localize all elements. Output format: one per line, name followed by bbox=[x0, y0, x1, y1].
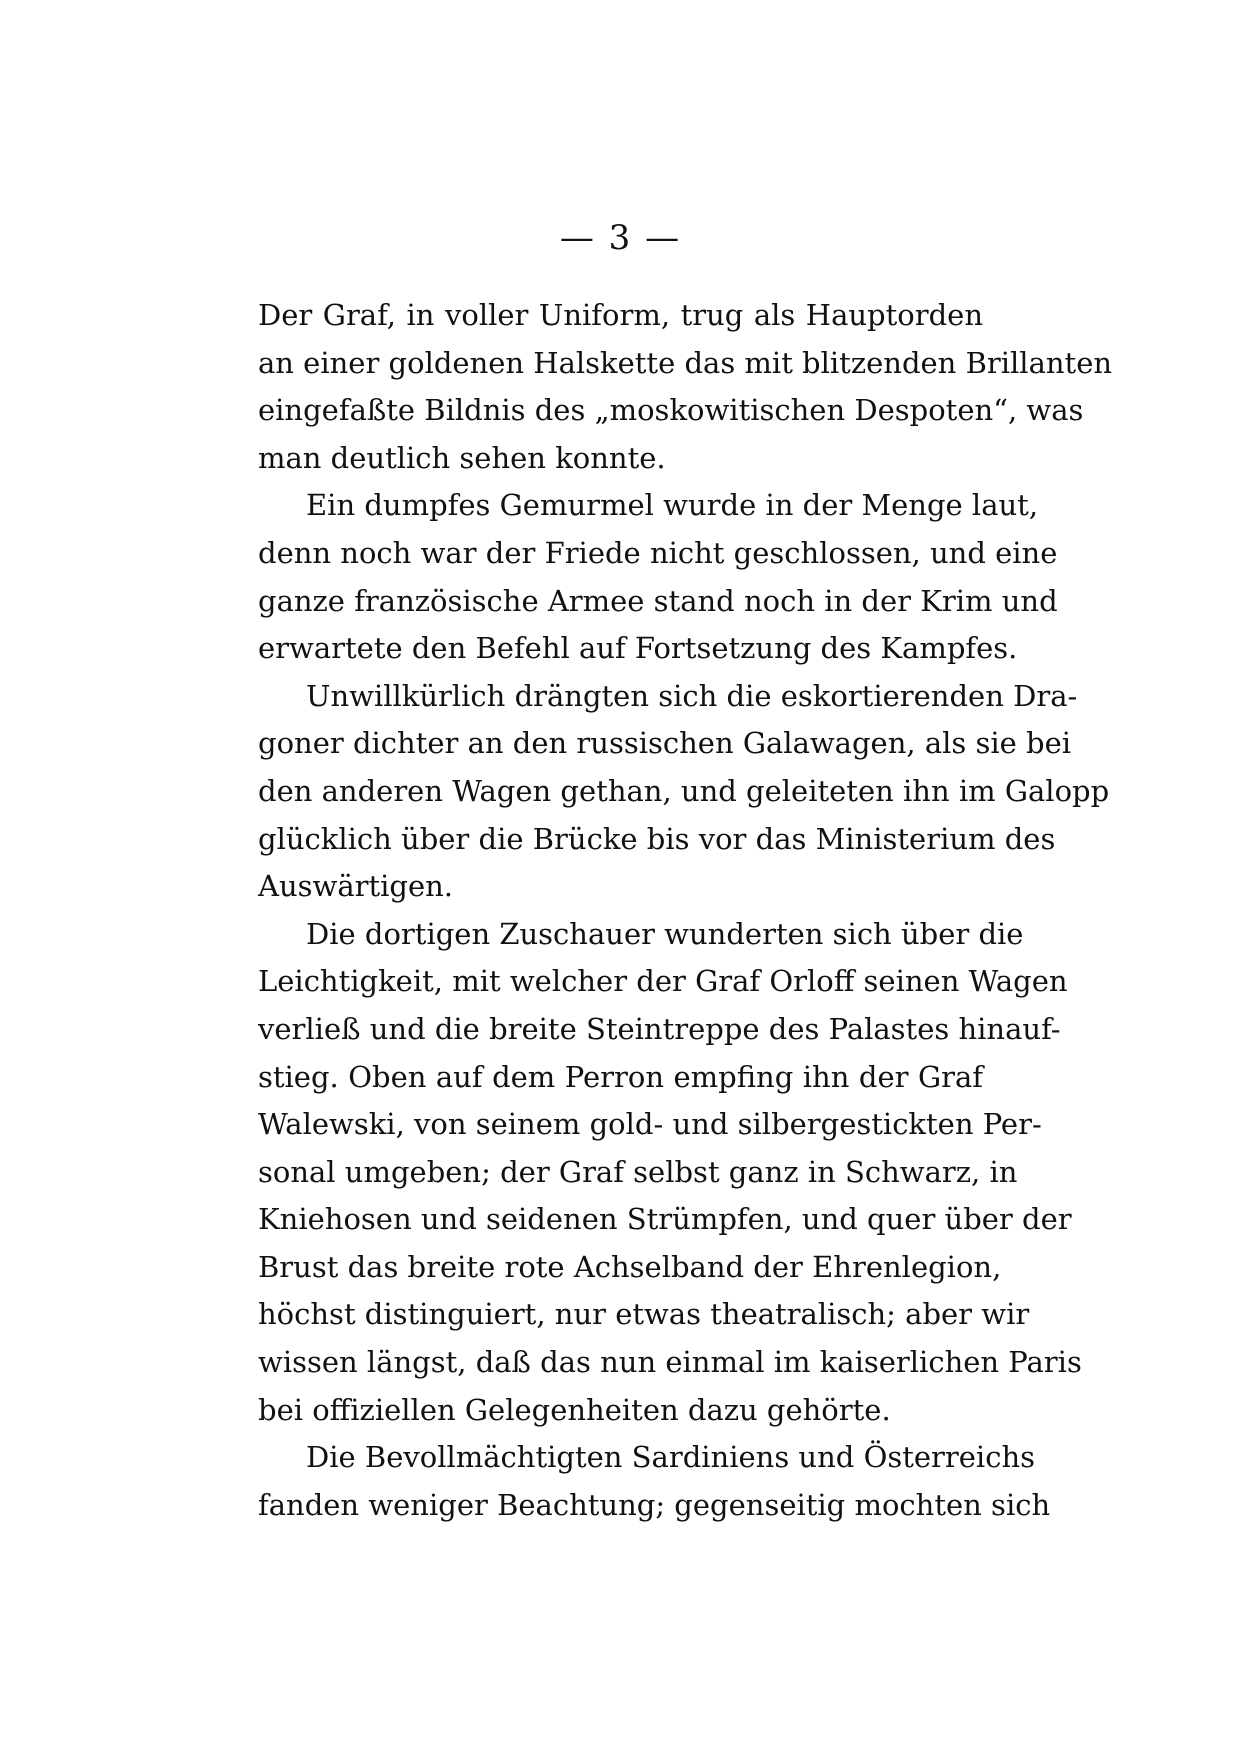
text-line: fanden weniger Beachtung; gegenseitig mochten sich bbox=[258, 1487, 1051, 1522]
text-line: Leichtigkeit, mit welcher der Graf Orloff seinen Wagen bbox=[258, 964, 1068, 999]
text-line: den anderen Wagen gethan, und geleiteten ihn im Galopp bbox=[258, 773, 1110, 808]
text-line: verließ und die breite Steintreppe des Palastes hinauf- bbox=[258, 1011, 1061, 1046]
text-line: Der Graf, in voller Uniform, trug als Hauptorden bbox=[258, 298, 983, 332]
text-line: ganze französische Armee stand noch in der Krim und bbox=[258, 583, 1058, 618]
text-line: bei offiziellen Gelegenheiten dazu gehörte. bbox=[258, 1392, 891, 1427]
text-line: an einer goldenen Halskette das mit blitzenden Brillanten bbox=[258, 345, 1113, 380]
text-line: Kniehosen und seidenen Strümpfen, und quer über der bbox=[258, 1202, 1072, 1237]
text-line: Die dortigen Zuschauer wunderten sich über die bbox=[306, 916, 1024, 951]
text-line: eingefaßte Bildnis des „moskowitischen Despoten“, was bbox=[258, 393, 1084, 428]
text-line: denn noch war der Friede nicht geschlossen, und eine bbox=[258, 535, 1058, 570]
text-line: sonal umgeben; der Graf selbst ganz in Schwarz, in bbox=[258, 1154, 1018, 1189]
text-line: Brust das breite rote Achselband der Ehrenlegion, bbox=[258, 1249, 1002, 1284]
text-line: Walewski, von seinem gold- und silbergestickten Per- bbox=[258, 1107, 1042, 1142]
text-line: stieg. Oben auf dem Perron empfing ihn der Graf bbox=[258, 1059, 983, 1094]
text-line: Auswärtigen. bbox=[258, 869, 454, 904]
text-line: erwartete den Befehl auf Fortsetzung des Kampfes. bbox=[258, 631, 1018, 666]
text-line: glücklich über die Brücke bis vor das Ministerium des bbox=[258, 821, 1056, 856]
text-line: wissen längst, daß das nun einmal im kaiserlichen Paris bbox=[258, 1345, 1082, 1380]
text-line: Unwillkürlich drängten sich die eskortierenden Dra- bbox=[306, 678, 1078, 713]
page-number: — 3 — bbox=[559, 218, 682, 258]
body-text bbox=[258, 292, 1113, 1529]
text-line: Die Bevollmächtigten Sardiniens und Österreichs bbox=[306, 1440, 1036, 1475]
text-line: man deutlich sehen konnte. bbox=[258, 440, 666, 475]
text-line: höchst distinguiert, nur etwas theatralisch; aber wir bbox=[258, 1297, 1030, 1332]
text-line: goner dichter an den russischen Galawagen, als sie bei bbox=[258, 726, 1072, 761]
text-line: Ein dumpfes Gemurmel wurde in der Menge laut, bbox=[306, 488, 1039, 523]
